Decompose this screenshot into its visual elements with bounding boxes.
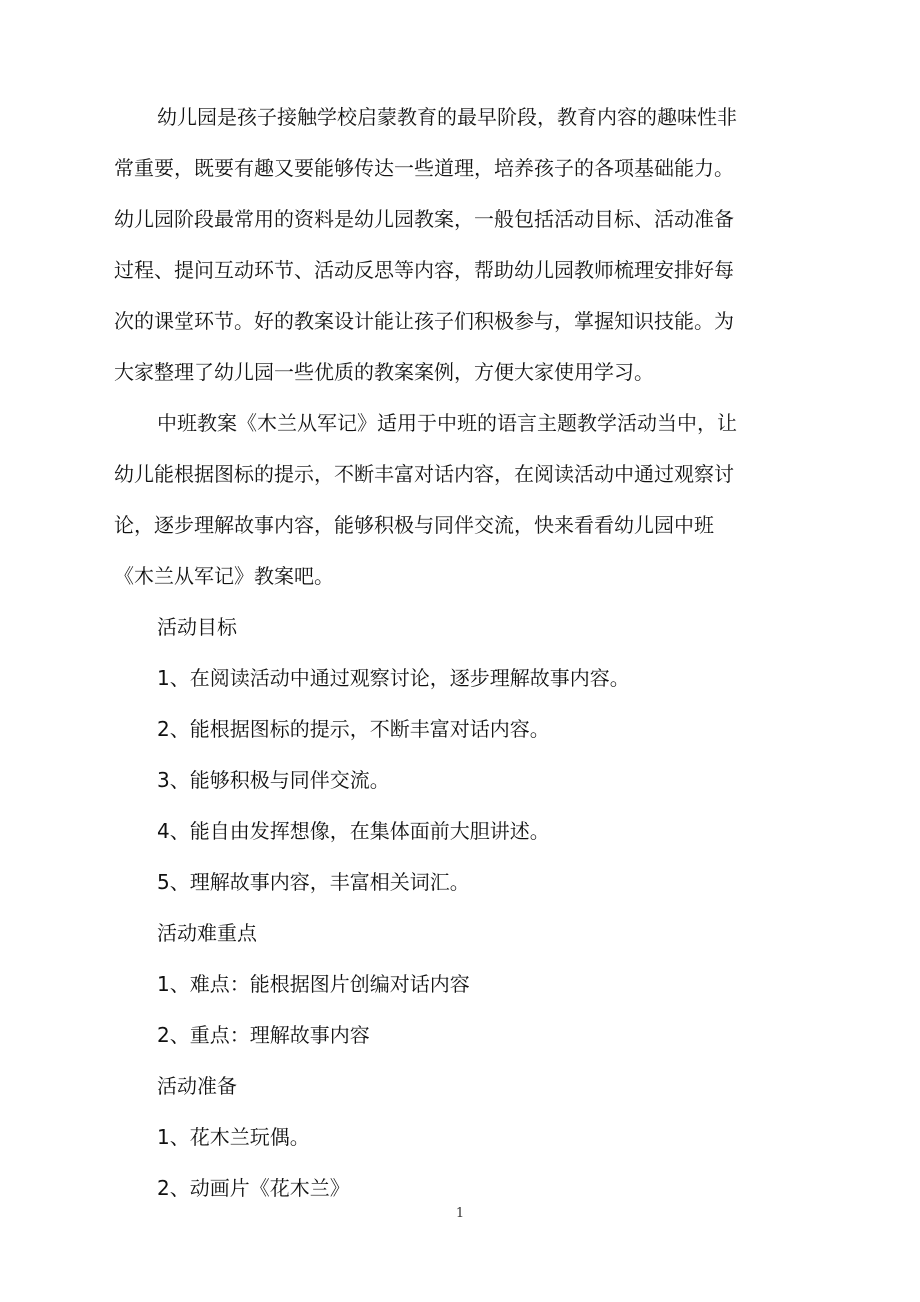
document-body [114, 92, 790, 1214]
preparation-item: 2、动画片《花木兰》 [157, 1176, 350, 1200]
section-heading-key-points: 活动难重点 [157, 921, 257, 945]
intro-line: 幼儿园是孩子接触学校启蒙教育的最早阶段，教育内容的趣味性非 [157, 105, 737, 129]
goal-item: 5、理解故事内容，丰富相关词汇。 [157, 870, 470, 894]
goal-item: 3、能够积极与同伴交流。 [157, 768, 390, 792]
summary-line: 幼儿能根据图标的提示，不断丰富对话内容，在阅读活动中通过观察讨 [114, 462, 734, 486]
intro-line: 次的课堂环节。好的教案设计能让孩子们积极参与，掌握知识技能。为 [114, 309, 734, 333]
goal-item: 4、能自由发挥想像，在集体面前大胆讲述。 [157, 819, 550, 843]
preparation-item: 1、花木兰玩偶。 [157, 1125, 310, 1149]
intro-line: 幼儿园阶段最常用的资料是幼儿园教案，一般包括活动目标、活动准备 [114, 207, 734, 231]
key-point-item: 2、重点：理解故事内容 [157, 1023, 370, 1047]
section-heading-goals: 活动目标 [157, 615, 237, 639]
summary-line: 论，逐步理解故事内容，能够积极与同伴交流，快来看看幼儿园中班 [114, 513, 714, 537]
key-point-item: 1、难点：能根据图片创编对话内容 [157, 972, 470, 996]
section-heading-preparation: 活动准备 [157, 1074, 237, 1098]
goal-item: 1、在阅读活动中通过观察讨论，逐步理解故事内容。 [157, 666, 630, 690]
summary-line: 《木兰从军记》教案吧。 [114, 564, 334, 588]
page-number: 1 [455, 1206, 465, 1221]
goal-item: 2、能根据图标的提示，不断丰富对话内容。 [157, 717, 550, 741]
summary-line: 中班教案《木兰从军记》适用于中班的语言主题教学活动当中，让 [157, 411, 737, 435]
intro-line: 常重要，既要有趣又要能够传达一些道理，培养孩子的各项基础能力。 [114, 156, 734, 180]
intro-line: 大家整理了幼儿园一些优质的教案案例，方便大家使用学习。 [114, 360, 654, 384]
intro-line: 过程、提问互动环节、活动反思等内容，帮助幼儿园教师梳理安排好每 [114, 258, 734, 282]
